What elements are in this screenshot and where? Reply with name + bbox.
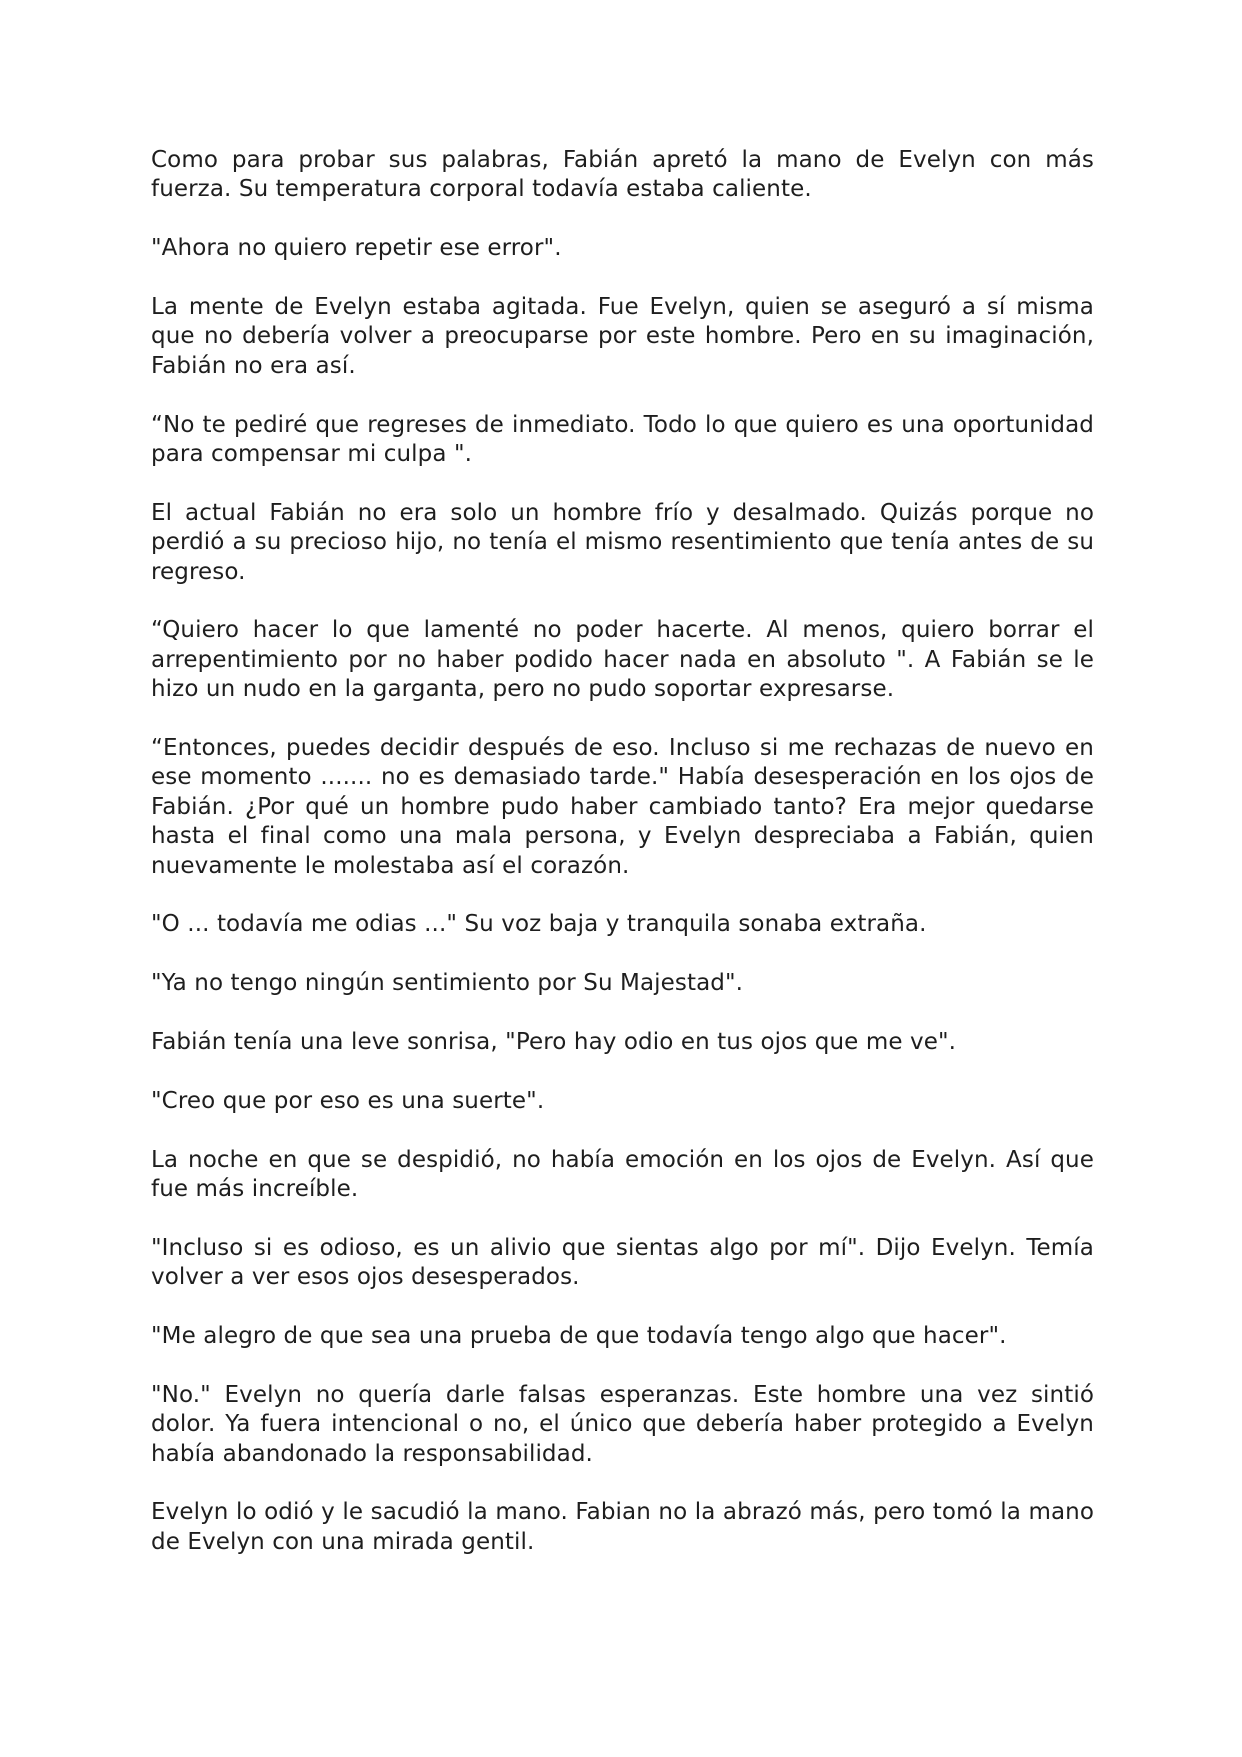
- paragraph-9: "Ya no tengo ningún sentimiento por Su Majestad".: [151, 970, 744, 997]
- paragraph-14: "Me alegro de que sea una prueba de que todavía tengo algo que hacer".: [151, 1323, 1007, 1350]
- paragraph-12: La noche en que se despidió, no había emoción en los ojos de Evelyn. Así que fue más increíble.: [151, 1146, 1094, 1203]
- paragraph-8: "O ... todavía me odias ..." Su voz baja y tranquila sonaba extraña.: [151, 911, 927, 938]
- document-page: [151, 146, 1094, 1587]
- paragraph-7: “Entonces, puedes decidir después de eso. Incluso si me rechazas de nuevo en ese momento ....... no es demasiado tarde." Había desesperación en los ojos de Fabián. ¿Por qué un hombre pudo haber cambiado tanto? Era mejor quedarse hasta el final como una mala persona, y Evelyn despreciaba a Fabián, quien nuevamente le molestaba así el corazón.: [151, 735, 1094, 879]
- paragraph-3: La mente de Evelyn estaba agitada. Fue Evelyn, quien se aseguró a sí misma que no debería volver a preocuparse por este hombre. Pero en su imaginación, Fabián no era así.: [151, 294, 1094, 379]
- paragraph-6: “Quiero hacer lo que lamenté no poder hacerte. Al menos, quiero borrar el arrepentimiento por no haber podido hacer nada en absoluto ". A Fabián se le hizo un nudo en la garganta, pero no pudo soportar expresarse.: [151, 617, 1094, 703]
- paragraph-13: "Incluso si es odioso, es un alivio que sientas algo por mí". Dijo Evelyn. Temía volver a ver esos ojos desesperados.: [151, 1234, 1094, 1291]
- paragraph-4: “No te pediré que regreses de inmediato. Todo lo que quiero es una oportunidad para compensar mi culpa ".: [151, 411, 1094, 468]
- paragraph-15: "No." Evelyn no quería darle falsas esperanzas. Este hombre una vez sintió dolor. Ya fuera intencional o no, el único que debería haber protegido a Evelyn había abandonado la responsabilidad.: [151, 1381, 1094, 1467]
- paragraph-16: Evelyn lo odió y le sacudió la mano. Fabian no la abrazó más, pero tomó la mano de Evelyn con una mirada gentil.: [151, 1499, 1094, 1555]
- paragraph-5: El actual Fabián no era solo un hombre frío y desalmado. Quizás porque no perdió a su precioso hijo, no tenía el mismo resentimiento que tenía antes de su regreso.: [151, 499, 1094, 585]
- paragraph-10: Fabián tenía una leve sonrisa, "Pero hay odio en tus ojos que me ve".: [151, 1029, 957, 1056]
- paragraph-11: "Creo que por eso es una suerte".: [151, 1087, 545, 1114]
- paragraph-2: "Ahora no quiero repetir ese error".: [151, 235, 562, 262]
- paragraph-1: Como para probar sus palabras, Fabián apretó la mano de Evelyn con más fuerza. Su temperatura corporal todavía estaba caliente.: [151, 147, 1094, 203]
